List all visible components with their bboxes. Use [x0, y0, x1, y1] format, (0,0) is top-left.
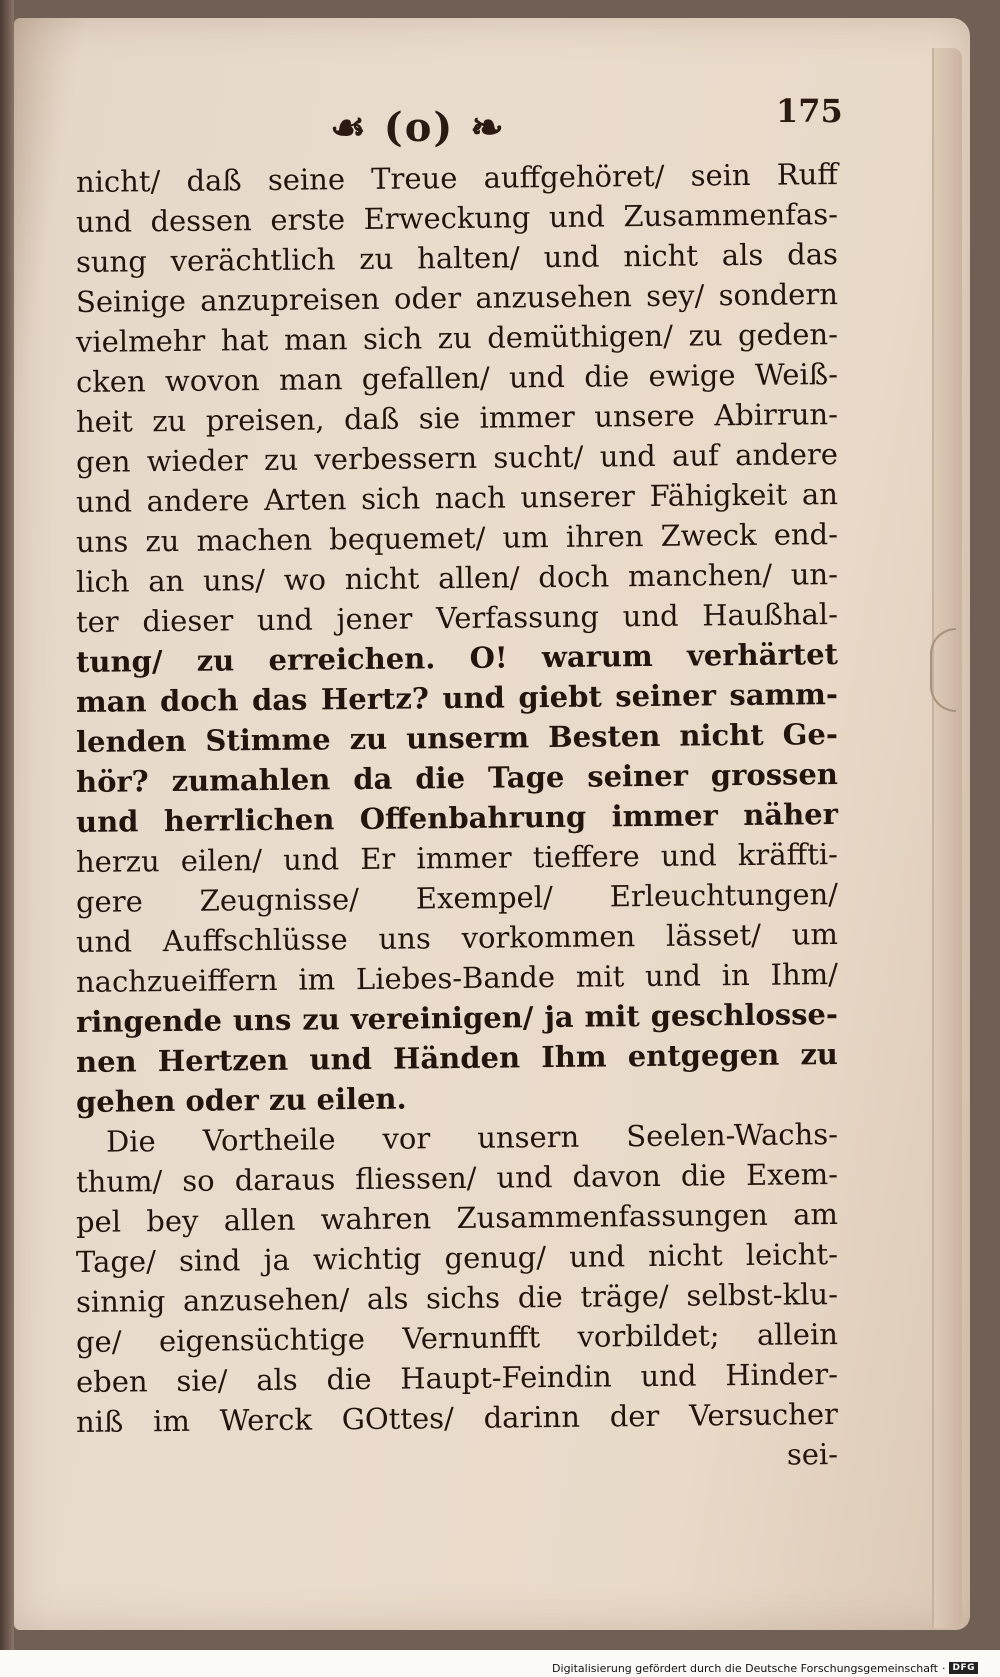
text-line: gere Zeugnisse/ Exempel/ Erleuchtungen/ — [75, 877, 839, 919]
text-line: nicht/ daß seine Treue auffgehöret/ sein Ruff — [75, 157, 839, 199]
text-line: sinnig anzusehen/ als sichs die träge/ selbst-klu- — [75, 1277, 839, 1319]
text-line: nachzueiffern im Liebes-Bande mit und in Ihm/ — [75, 957, 839, 999]
text-line: und Auffschlüsse uns vorkommen lässet/ um — [75, 917, 839, 959]
text-line: vielmehr hat man sich zu demüthigen/ zu geden- — [75, 317, 839, 359]
text-line: gen wieder zu verbessern sucht/ und auf andere — [75, 437, 839, 479]
page-clip-mark — [930, 628, 956, 712]
text-line: ringende uns zu vereinigen/ ja mit geschlosse- — [75, 997, 839, 1039]
text-line: sung verächtlich zu halten/ und nicht als das — [75, 237, 839, 279]
dfg-logo: DFG — [949, 1662, 978, 1674]
text-line: uns zu machen bequemet/ um ihren Zweck end- — [75, 517, 839, 559]
page-number: 175 — [776, 92, 843, 130]
text-line: thum/ so daraus fliessen/ und davon die Exem- — [75, 1157, 839, 1199]
text-line: herzu eilen/ und Er immer tieffere und kräffti- — [75, 837, 839, 879]
page-body-text — [75, 157, 839, 1482]
text-line: hör? zumahlen da die Tage seiner grossen — [75, 757, 839, 799]
running-head-ornament: ☙ (o) ❧ — [330, 104, 506, 151]
text-line: lich an uns/ wo nicht allen/ doch manchen/ un- — [75, 557, 839, 599]
digitization-footer: Digitalisierung gefördert durch die Deutsche Forschungsgemeinschaft · DFG — [552, 1660, 978, 1676]
text-line: heit zu preisen, daß sie immer unsere Abirrun- — [75, 397, 839, 439]
text-line: Die Vortheile vor unsern Seelen-Wachs- — [105, 1117, 839, 1159]
text-line: man doch das Hertz? und giebt seiner samm- — [75, 677, 839, 719]
text-line: tung/ zu erreichen. O! warum verhärtet — [75, 637, 839, 679]
text-line: und andere Arten sich nach unserer Fähigkeit an — [75, 477, 839, 519]
text-line: gehen oder zu eilen. — [75, 1081, 407, 1119]
page-stack-edge — [932, 48, 962, 1628]
text-line: eben sie/ als die Haupt-Feindin und Hinder- — [75, 1357, 839, 1399]
text-line: Tage/ sind ja wichtig genug/ und nicht leicht- — [75, 1237, 839, 1279]
text-line: lenden Stimme zu unserm Besten nicht Ge- — [75, 717, 839, 759]
text-line: und herrlichen Offenbahrung immer näher — [75, 797, 839, 839]
book-binding-edge — [0, 0, 14, 1650]
funding-credit: Digitalisierung gefördert durch die Deutsche Forschungsgemeinschaft — [552, 1661, 938, 1675]
text-line: sei- — [786, 1437, 839, 1472]
text-line: Seinige anzupreisen oder anzusehen sey/ sondern — [75, 277, 839, 319]
text-line: und dessen erste Erweckung und Zusammenfas- — [75, 197, 839, 239]
text-line: ge/ eigensüchtige Vernunfft vorbildet; allein — [75, 1317, 839, 1359]
text-line: nen Hertzen und Händen Ihm entgegen zu — [75, 1037, 839, 1079]
text-line: cken wovon man gefallen/ und die ewige Weiß- — [75, 357, 839, 399]
text-line: niß im Werck GOttes/ darinn der Versucher — [75, 1397, 839, 1439]
text-line: pel bey allen wahren Zusammenfassungen am — [75, 1197, 839, 1239]
text-line: ter dieser und jener Verfassung und Haußhal- — [75, 597, 839, 639]
